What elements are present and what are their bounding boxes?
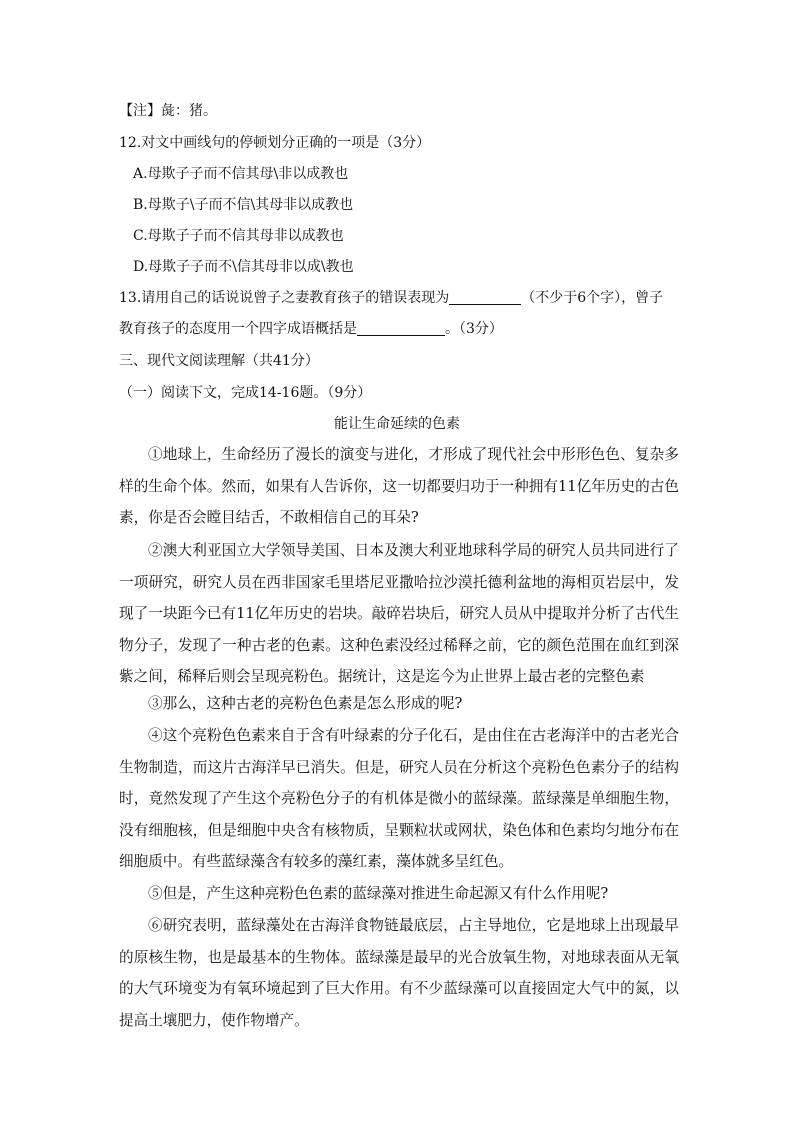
question-13-text-4: 。（3分） [445, 321, 503, 337]
answer-blank-1[interactable] [449, 290, 521, 305]
article-paragraph-6: ⑥研究表明，蓝绿藻处在古海洋食物链最底层，占主导地位，它是地球上出现最早的原核生物，也是最基本的生物体。蓝绿藻是最早的光合放氧生物，对地球表面从无氧的大气环境变为有氧环境起到了巨大作用。有不少蓝绿藻可以直接固定大气中的氮，以提高土壤肥力，使作物增产。 [119, 917, 679, 1029]
article-paragraph-1: ①地球上，生命经历了漫长的演变与进化，才形成了现代社会中形形色色、复杂多样的生命个体。然而，如果有人告诉你，这一切都要归功于一种拥有11亿年历史的古色素，你是否会瞠目结舌，不敢相信自己的耳朵? [119, 446, 679, 526]
article-title: 能让生命延续的色素 [334, 416, 460, 432]
answer-blank-2[interactable] [357, 321, 445, 336]
question-12-option-a: A.母欺子子而不信其母\非以成教也 [133, 166, 349, 182]
question-13-text-3: 教育孩子的态度用一个四字成语概括是 [119, 321, 357, 337]
annotation-note: 【注】彘：猪。 [119, 103, 217, 119]
question-13-line-1 [119, 289, 663, 307]
article-paragraph-3: ③那么，这种古老的亮粉色色素是怎么形成的呢? [148, 695, 463, 712]
question-13-line-2 [119, 320, 503, 338]
question-12-option-b: B.母欺子\子而不信\其母非以成教也 [133, 197, 354, 213]
question-12-option-c: C.母欺子子而不信其母非以成教也 [133, 228, 344, 244]
section-3-heading: 三、现代文阅读理解（共41分） [119, 353, 319, 369]
question-12-stem: 12.对文中画线句的停顿划分正确的一项是（3分） [119, 135, 431, 151]
article-paragraph-4: ④这个亮粉色色素来自于含有叶绿素的分子化石，是由住在古老海洋中的古老光合生物制造，而这片古海洋早已消失。但是，研究人员在分析这个亮粉色色素分子的结构时，竟然发现了产生这个亮粉色分子的有机体是微小的蓝绿藻。蓝绿藻是单细胞生物，没有细胞核，但是细胞中央含有核物质，呈颗粒状或网状，染色体和色素均匀地分布在细胞质中。有些蓝绿藻含有较多的藻红素，藻体就多呈红色。 [119, 727, 679, 870]
question-13-text-2: （不少于6个字），曾子 [521, 290, 664, 306]
article-paragraph-5: ⑤但是，产生这种亮粉色色素的蓝绿藻对推进生命起源又有什么作用呢? [148, 885, 609, 902]
article-paragraph-2: ②澳大利亚国立大学领导美国、日本及澳大利亚地球科学局的研究人员共同进行了一项研究，研究人员在西非国家毛里塔尼亚撒哈拉沙漠托德利盆地的海相页岩层中，发现了一块距今已有11亿年历史的岩块。敲碎岩块后，研究人员从中提取并分析了古代生物分子，发现了一种古老的色素。这种色素没经过稀释之前，它的颜色范围在血红到深紫之间，稀释后则会呈现亮粉色。据统计，这是迄今为止世界上最古老的完整色素 [119, 542, 679, 685]
question-13-text-1: 13.请用自己的话说说曾子之妻教育孩子的错误表现为 [119, 290, 450, 306]
question-12-option-d: D.母欺子子而不\信其母非以成\教也 [133, 259, 354, 275]
subsection-1-heading: （一）阅读下文，完成14-16题。（9分） [119, 385, 372, 401]
